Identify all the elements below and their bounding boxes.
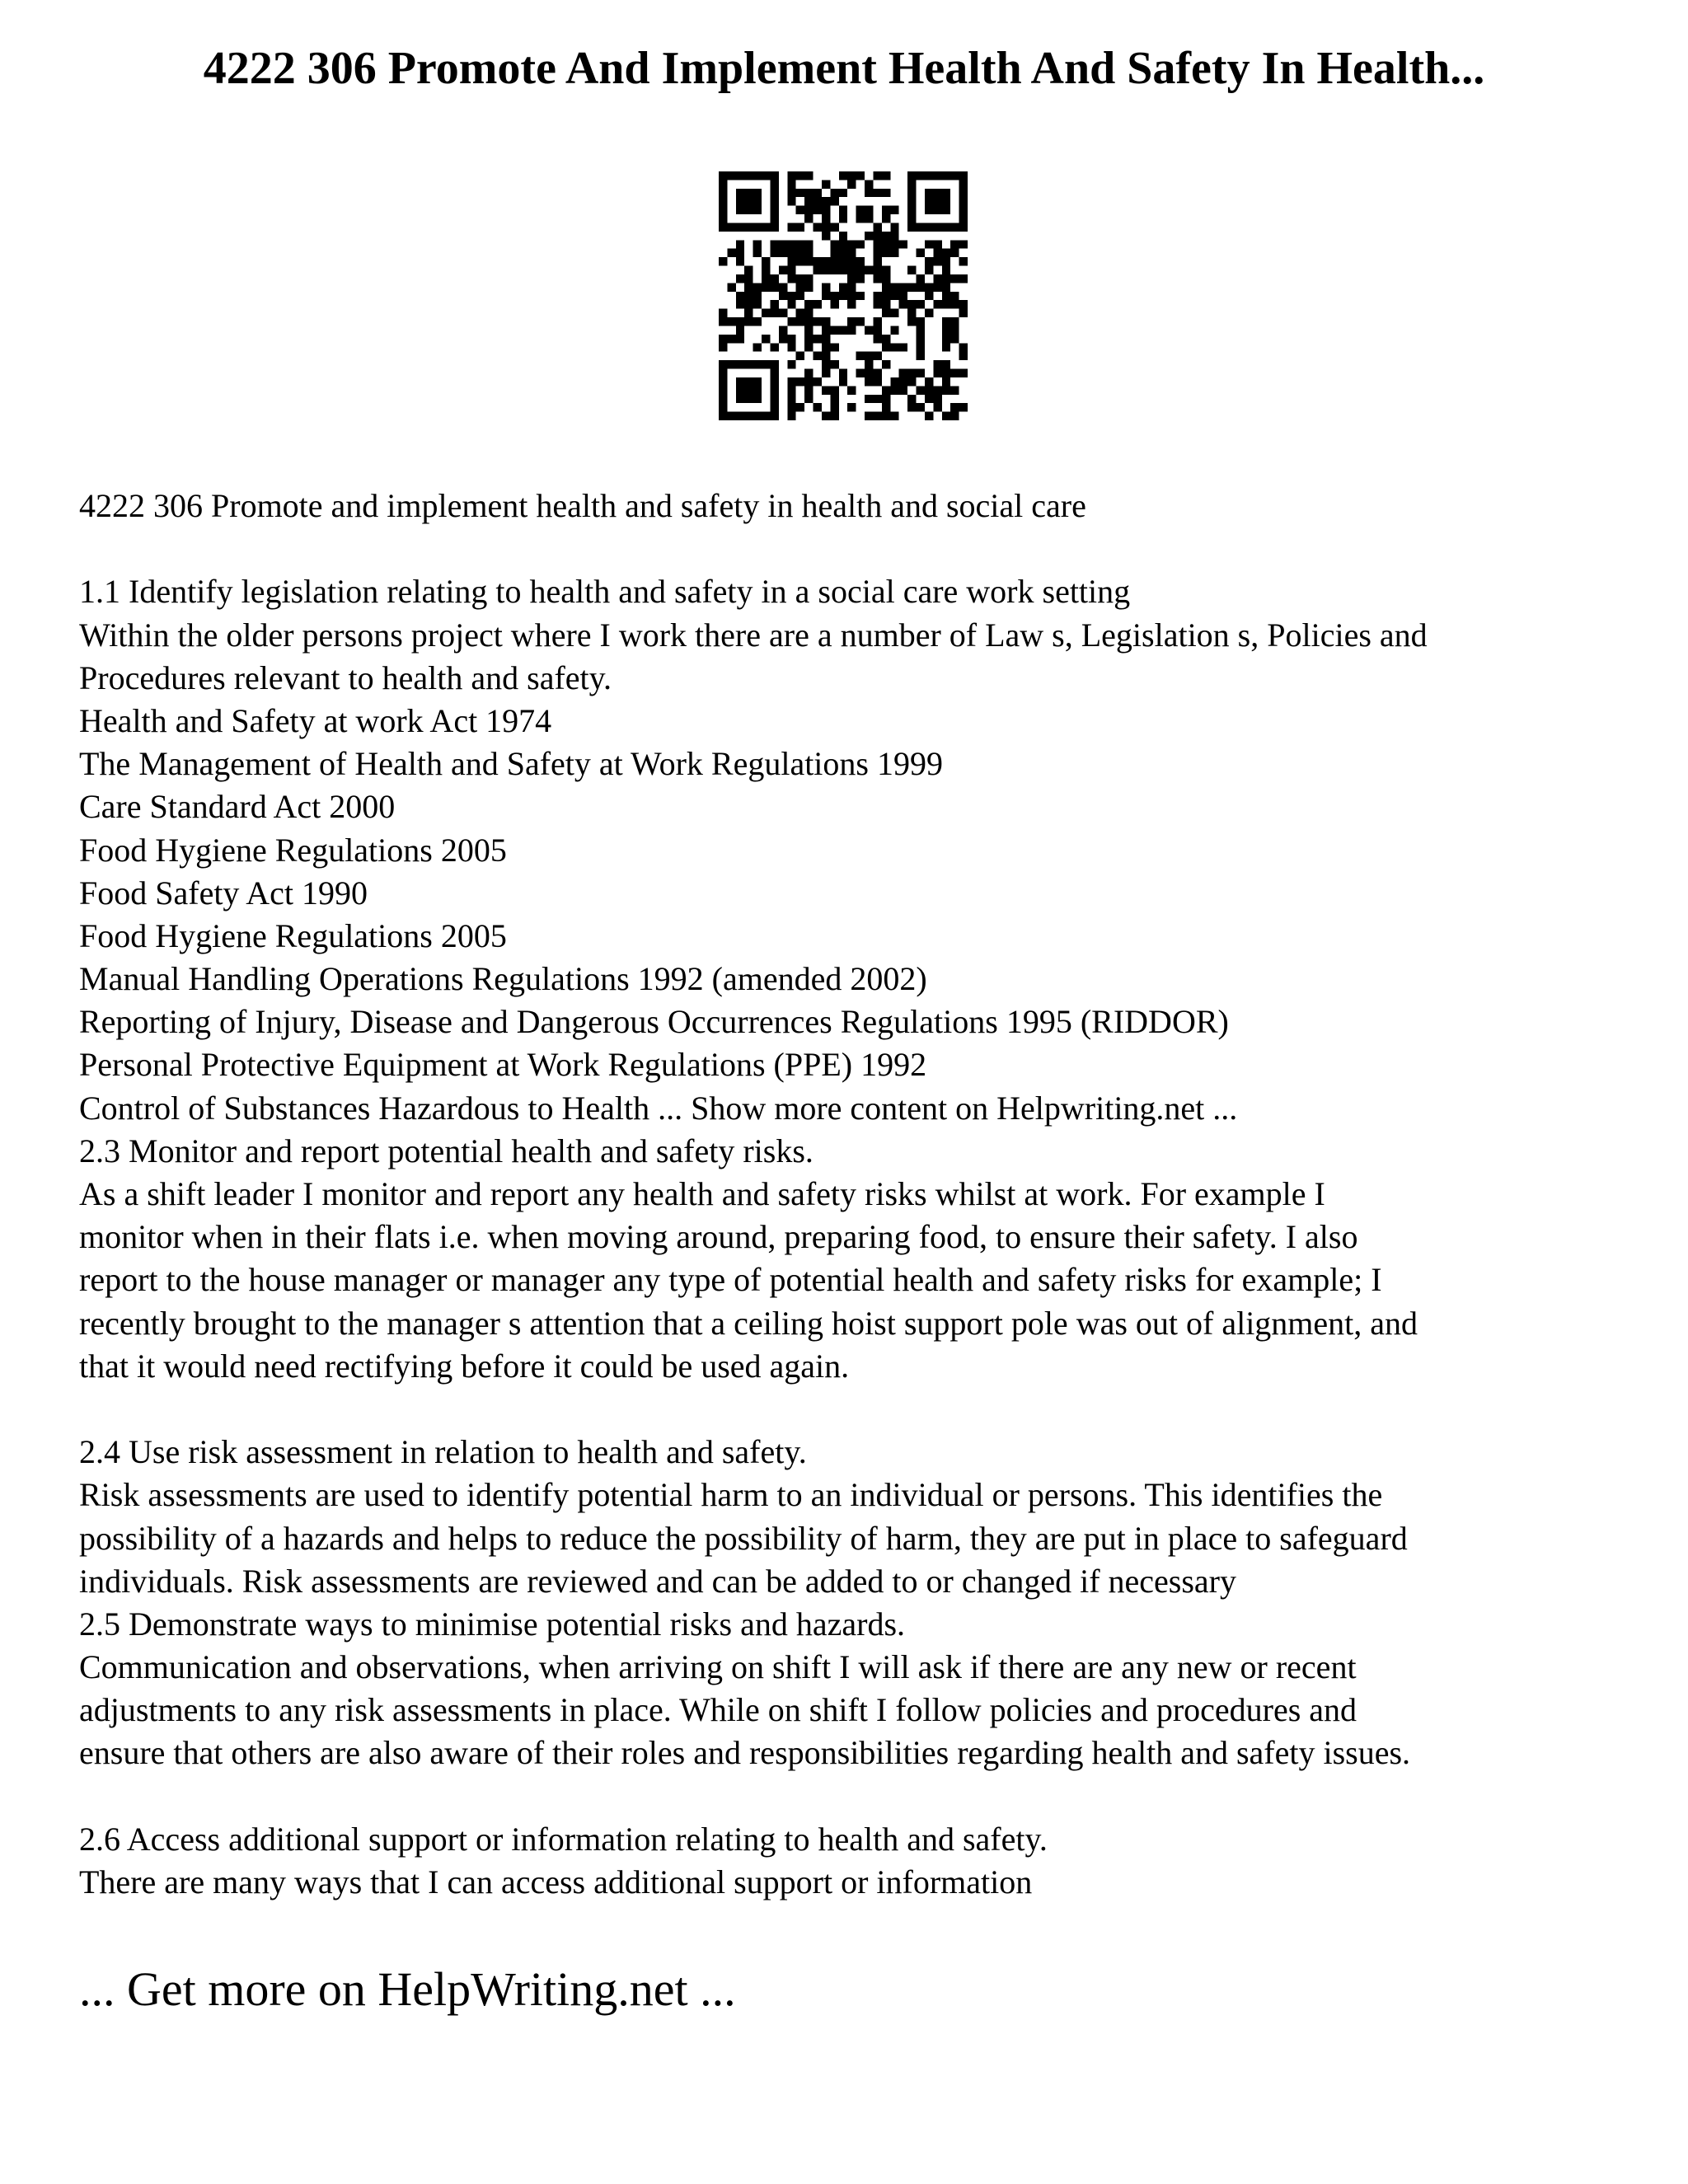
body-line: monitor when in their flats i.e. when moving around, preparing food, to ensure their safety. I also bbox=[79, 1218, 1358, 1256]
body-line: recently brought to the manager s attention that a ceiling hoist support pole was out of alignment, and bbox=[79, 1304, 1418, 1342]
section-heading-2-6: 2.6 Access additional support or information relating to health and safety. bbox=[79, 1820, 1048, 1858]
legislation-item: Health and Safety at work Act 1974 bbox=[79, 701, 552, 739]
section-heading-2-5: 2.5 Demonstrate ways to minimise potential risks and hazards. bbox=[79, 1605, 906, 1643]
section-heading-2-4: 2.4 Use risk assessment in relation to health and safety. bbox=[79, 1433, 807, 1471]
body-line: possibility of a hazards and helps to reduce the possibility of harm, they are put in place to safeguard bbox=[79, 1519, 1408, 1557]
body-line: that it would need rectifying before it could be used again. bbox=[79, 1347, 850, 1385]
body-line: Communication and observations, when arriving on shift I will ask if there are any new or recent bbox=[79, 1648, 1357, 1686]
legislation-item: Food Hygiene Regulations 2005 bbox=[79, 831, 507, 869]
body-line: Risk assessments are used to identify potential harm to an individual or persons. This identifies the bbox=[79, 1476, 1383, 1514]
body-line: ensure that others are also aware of their roles and responsibilities regarding health and safety issues. bbox=[79, 1734, 1411, 1772]
legislation-item: Care Standard Act 2000 bbox=[79, 788, 396, 826]
document-title: 4222 306 Promote And Implement Health And Safety In Health... bbox=[203, 43, 1485, 94]
body-line: Procedures relevant to health and safety. bbox=[79, 658, 612, 696]
section-heading-2-3: 2.3 Monitor and report potential health and safety risks. bbox=[79, 1132, 814, 1169]
legislation-item: The Management of Health and Safety at Work Regulations 1999 bbox=[79, 745, 943, 783]
body-line: As a shift leader I monitor and report any health and safety risks whilst at work. For example I bbox=[79, 1175, 1325, 1212]
document-body bbox=[79, 485, 1629, 1904]
body-line: adjustments to any risk assessments in place. While on shift I follow policies and procedures and bbox=[79, 1691, 1357, 1729]
unit-heading: 4222 306 Promote and implement health and safety in health and social care bbox=[79, 487, 1086, 524]
get-more-link[interactable]: ... Get more on HelpWriting.net ... bbox=[79, 1962, 736, 2016]
body-line: Within the older persons project where I work there are a number of Law s, Legislation s, Policies and bbox=[79, 616, 1428, 654]
legislation-item: Food Safety Act 1990 bbox=[79, 874, 368, 912]
paragraph-gap bbox=[79, 1775, 1629, 1818]
legislation-item: Manual Handling Operations Regulations 1992 (amended 2002) bbox=[79, 960, 927, 998]
qr-code-icon[interactable] bbox=[719, 171, 968, 420]
legislation-item: Food Hygiene Regulations 2005 bbox=[79, 916, 507, 954]
section-heading-1-1: 1.1 Identify legislation relating to health and safety in a social care work setting bbox=[79, 573, 1131, 611]
paragraph-gap bbox=[79, 1388, 1629, 1431]
show-more-line: Control of Substances Hazardous to Health ... Show more content on Helpwriting.net ... bbox=[79, 1089, 1238, 1127]
paragraph-gap bbox=[79, 527, 1629, 570]
legislation-item: Personal Protective Equipment at Work Regulations (PPE) 1992 bbox=[79, 1046, 927, 1084]
body-line: report to the house manager or manager any type of potential health and safety risks for example; I bbox=[79, 1261, 1382, 1299]
legislation-item: Reporting of Injury, Disease and Dangerous Occurrences Regulations 1995 (RIDDOR) bbox=[79, 1003, 1229, 1041]
body-line: There are many ways that I can access additional support or information bbox=[79, 1863, 1033, 1900]
body-line: individuals. Risk assessments are reviewed and can be added to or changed if necessary bbox=[79, 1562, 1236, 1600]
